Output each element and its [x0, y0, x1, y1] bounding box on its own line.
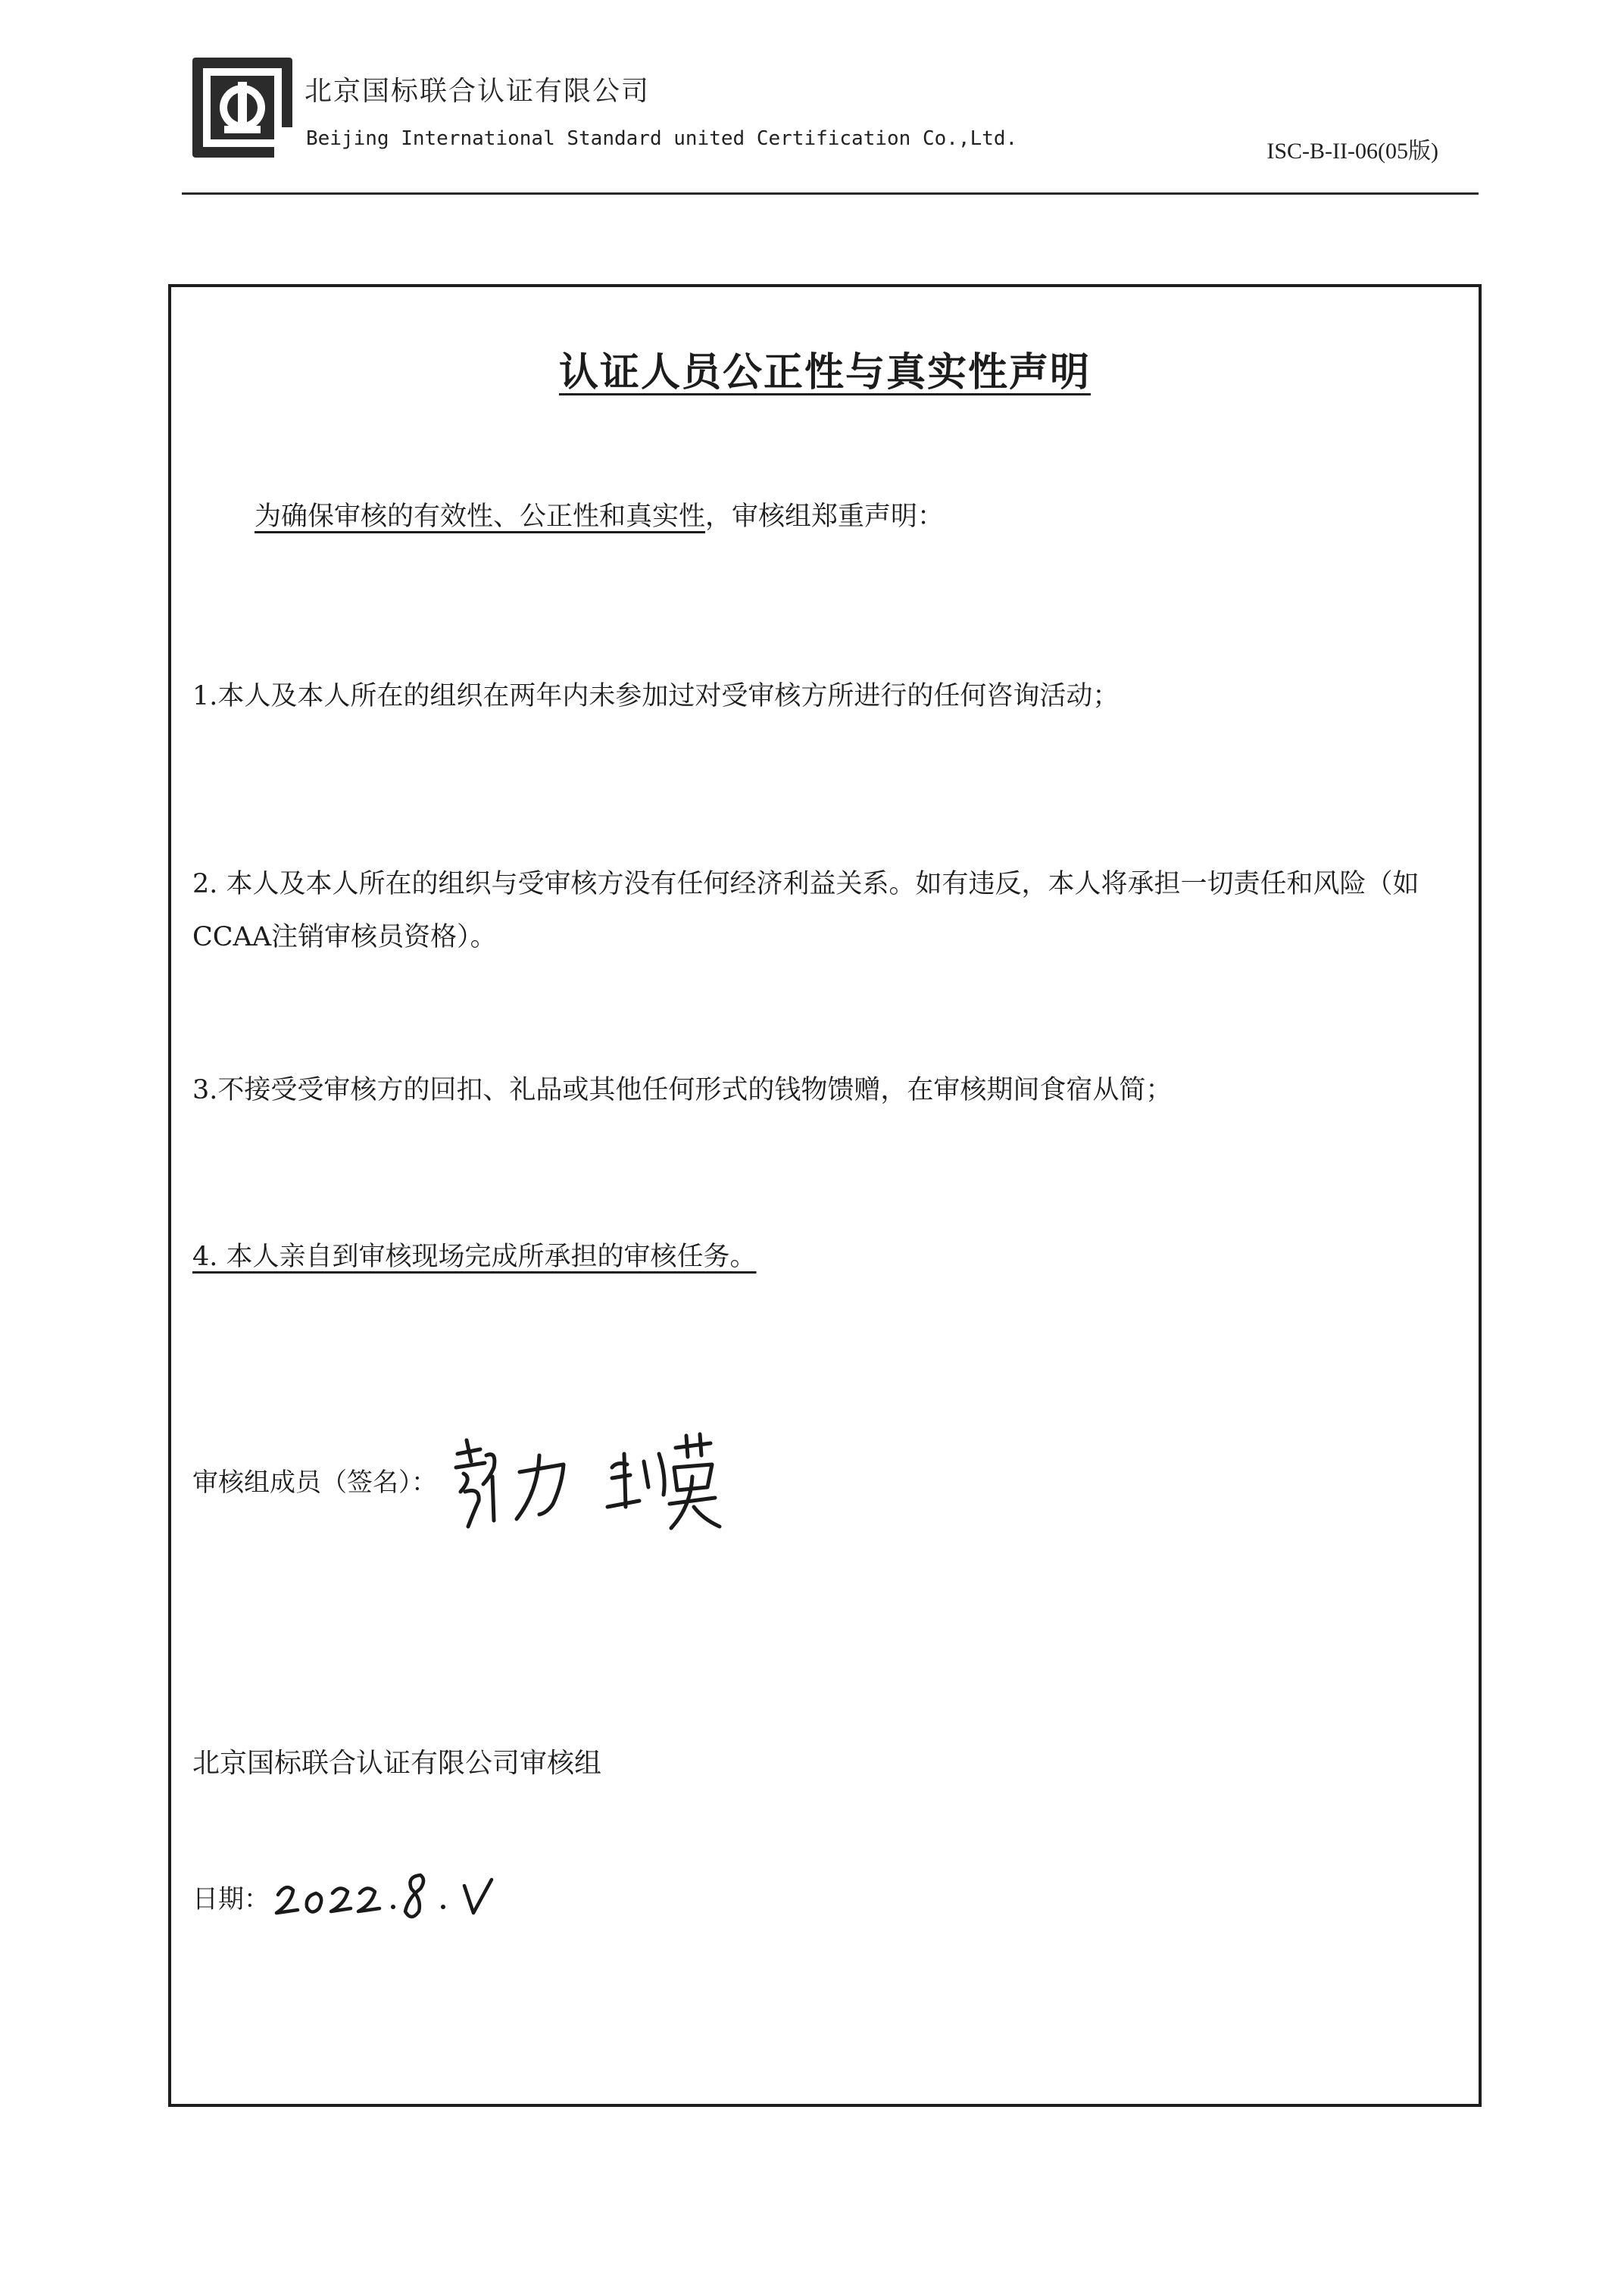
document-title [171, 340, 1479, 397]
clause-1: 1.本人及本人所在的组织在两年内未参加过对受审核方所进行的任何咨询活动； [192, 681, 1120, 711]
clause-4 [192, 1230, 757, 1283]
intro-rest-text: ，审核组郑重声明： [705, 502, 945, 532]
signature-label: 审核组成员（签名）： [192, 1467, 437, 1498]
header-divider [182, 192, 1479, 195]
intro-underlined-text: 为确保审核的有效性、公正性和真实性 [255, 502, 706, 532]
letterhead [0, 0, 1624, 205]
company-name-en: Beijing International Standard united Certification Co.,Ltd. [306, 127, 1018, 150]
intro-statement [255, 495, 944, 533]
audit-team-organization: 北京国标联合认证有限公司审核组 [192, 1748, 602, 1779]
handwritten-date [272, 1863, 522, 1931]
clause-4-text: 4. 本人亲自到审核现场完成所承担的审核任务。 [192, 1242, 757, 1272]
form-code: ISC-B-II-06(05版) [1266, 139, 1438, 164]
clause-2: 2. 本人及本人所在的组织与受审核方没有任何经济利益关系。如有违反，本人将承担一切责任和风险（如CCAA注销审核员资格）。 [192, 869, 1419, 952]
date-row [192, 1871, 723, 1931]
declaration-box [168, 284, 1482, 2107]
document-title-text: 认证人员公正性与真实性声明 [558, 350, 1091, 395]
date-label: 日期： [192, 1884, 270, 1914]
signature-row [192, 1431, 1026, 1545]
clause-3: 3.不接受受审核方的回扣、礼品或其他任何形式的钱物馈赠，在审核期间食宿从简； [192, 1075, 1173, 1105]
company-name-cn: 北京国标联合认证有限公司 [304, 76, 651, 107]
company-logo-icon [189, 55, 295, 161]
handwritten-signature [450, 1431, 965, 1545]
